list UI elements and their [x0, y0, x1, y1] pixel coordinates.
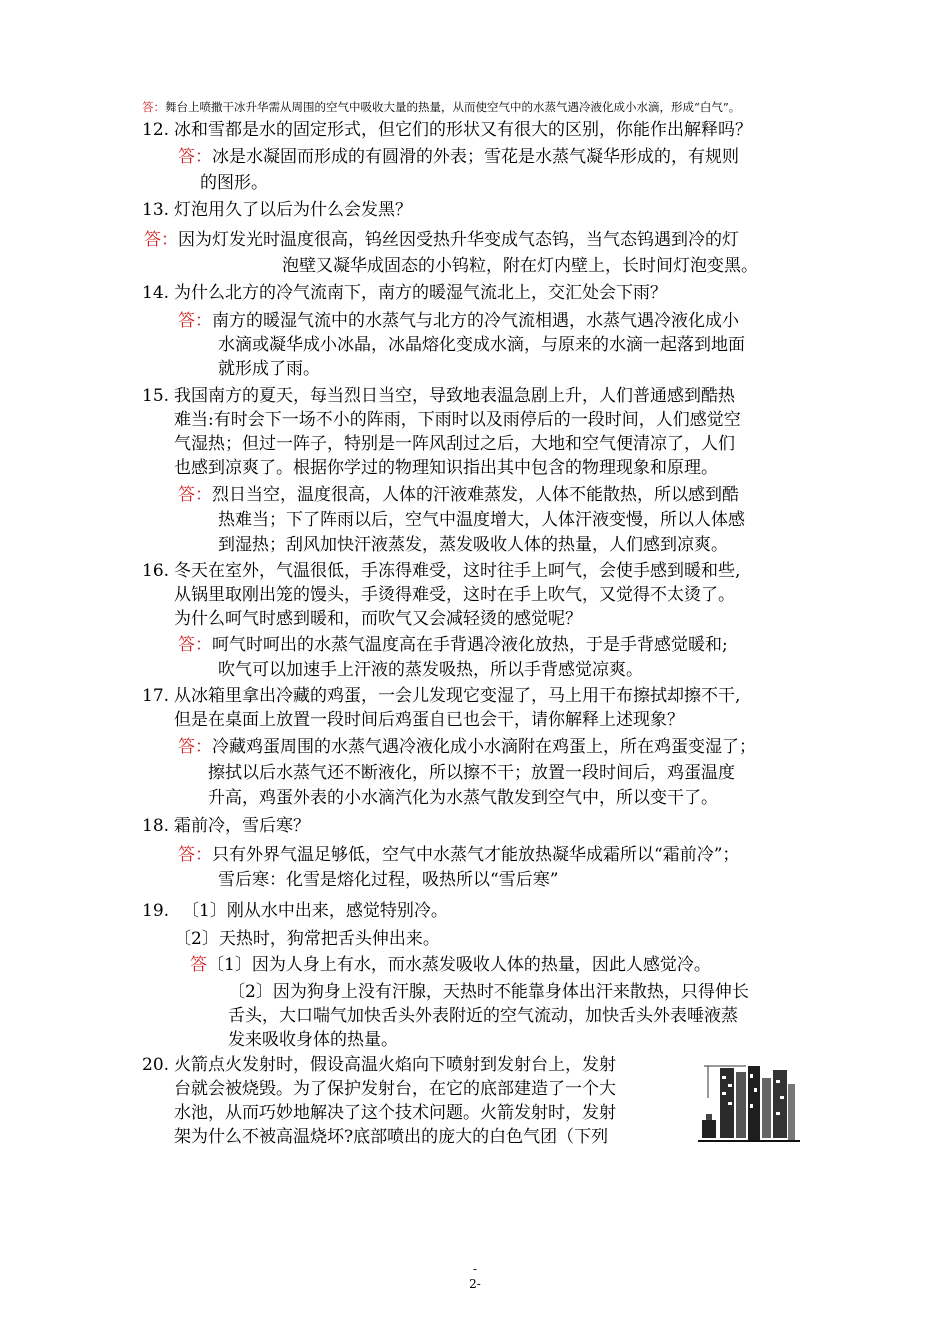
answer-text: 因为灯发光时温度很高，钨丝因受热升华变成气态钨，当气态钨遇到冷的灯 [178, 230, 739, 250]
question-19 [142, 899, 448, 923]
question-17 [142, 684, 740, 708]
question-text: 霜前冷，雪后寒？ [174, 816, 310, 836]
answer-text: 〔1〕因为人身上有水，而水蒸发吸收人体的热量，因此人感觉冷。 [207, 955, 711, 975]
answer-text: 冷藏鸡蛋周围的水蒸气遇冷液化成小水滴附在鸡蛋上，所在鸡蛋变湿了； [212, 737, 756, 757]
question-20 [142, 1053, 616, 1077]
question-number: 20. [142, 1055, 170, 1075]
answer-text: 呵气时呵出的水蒸气温度高在手背遇冷液化放热，于是手背感觉暖和; [212, 635, 728, 655]
answer-text: 烈日当空，温度很高，人体的汗液难蒸发，人体不能散热，所以感到酷 [212, 485, 739, 505]
rocket-launch-photo [698, 1058, 800, 1150]
question-12 [142, 118, 752, 142]
answer-label: 答： [178, 845, 212, 865]
question-text: 架为什么不被高温烧坏?底部喷出的庞大的白色气团（下列 [174, 1127, 609, 1147]
question-number: 18. [142, 816, 170, 836]
question-text: 冰和雪都是水的固定形式，但它们的形状又有很大的区别，你能作出解释吗？ [174, 120, 752, 140]
page-number: 2- [469, 1277, 481, 1291]
question-text: 难当:有时会下一场不小的阵雨，下雨时以及雨停后的一段时间，人们感觉空 [174, 410, 741, 430]
question-number: 17. [142, 686, 170, 706]
answer-text: 冰是水凝固而形成的有圆滑的外表；雪花是水蒸气凝华形成的，有规则 [212, 147, 739, 167]
answer-text: 热难当；下了阵雨以后，空气中温度增大，人体汗液变慢，所以人体感 [218, 510, 745, 530]
answer-text: 舌头，大口喘气加快舌头外表附近的空气流动，加快舌头外表唾液蒸 [228, 1006, 738, 1026]
question-text: 从锅里取刚出笼的馒头，手烫得难受，这时在手上吹气，又觉得不太烫了。 [174, 585, 735, 605]
answer-text: 就形成了雨。 [218, 359, 320, 379]
question-number: 19. [142, 901, 170, 921]
question-text: 灯泡用久了以后为什么会发黑？ [174, 200, 412, 220]
question-text: 为什么北方的冷气流南下，南方的暖湿气流北上，交汇处会下雨？ [174, 283, 667, 303]
answer-text: 雪后寒：化雪是熔化过程，吸热所以“雪后寒” [218, 870, 559, 890]
question-number: 14. [142, 283, 170, 303]
answer-14 [178, 309, 739, 333]
answer-label: 答： [178, 635, 212, 655]
answer-text: 到湿热；刮风加快汗液蒸发，蒸发吸收人体的热量，人们感到凉爽。 [218, 535, 728, 555]
question-text: 气湿热；但过一阵子，特别是一阵风刮过之后，大地和空气便清凉了，人们 [174, 434, 735, 454]
footer-dash: - [472, 1262, 478, 1276]
question-text: 〔2〕天热时，狗常把舌头伸出来。 [174, 929, 440, 949]
answer-15 [178, 483, 739, 507]
answer-text: 只有外界气温足够低，空气中水蒸气才能放热凝华成霜所以“霜前冷”； [212, 845, 740, 865]
answer-label: 答： [178, 311, 212, 331]
question-14 [142, 281, 667, 305]
question-text: 水池，从而巧妙地解决了这个技术问题。火箭发射时，发射 [174, 1103, 616, 1123]
answer-text: 擦拭以后水蒸气还不断液化，所以擦不干；放置一段时间后，鸡蛋温度 [208, 763, 735, 783]
question-text: 冬天在室外，气温很低，手冻得难受，这时往手上呵气，会使手感到暖和些, [174, 561, 741, 581]
previous-answer [142, 99, 740, 115]
answer-text: 〔2〕因为狗身上没有汗腺，天热时不能靠身体出汗来散热，只得伸长 [228, 982, 749, 1002]
answer-label: 答 [190, 955, 207, 975]
answer-13 [144, 228, 739, 252]
question-text: 为什么呵气时感到暖和，而吹气又会减轻烫的感觉呢？ [174, 609, 582, 629]
question-text: 〔1〕刚从水中出来，感觉特别冷。 [182, 901, 448, 921]
question-text: 我国南方的夏天，每当烈日当空，导致地表温急剧上升，人们普通感到酷热 [174, 386, 735, 406]
question-13 [142, 198, 412, 222]
answer-12 [178, 145, 739, 169]
answer-18 [178, 843, 739, 867]
answer-text: 水滴或凝华成小冰晶，冰晶熔化变成水滴，与原来的水滴一起落到地面 [218, 335, 745, 355]
answer-label: 答： [142, 100, 165, 114]
question-number: 12. [142, 120, 170, 140]
answer-text: 吹气可以加速手上汗液的蒸发吸热，所以手背感觉凉爽。 [218, 660, 643, 680]
question-15 [142, 384, 735, 408]
question-16 [142, 559, 740, 583]
question-number: 16. [142, 561, 170, 581]
answer-text: 泡壁又凝华成固态的小钨粒，附在灯内壁上，长时间灯泡变黑。 [282, 256, 758, 276]
answer-16 [178, 633, 728, 657]
answer-label: 答： [178, 737, 212, 757]
answer-label: 答： [178, 147, 212, 167]
answer-17 [178, 735, 756, 759]
question-text: 也感到凉爽了。根据你学过的物理知识指出其中包含的物理现象和原理。 [174, 458, 718, 478]
question-18 [142, 814, 310, 838]
answer-text: 舞台上喷撒干冰升华需从周围的空气中吸收大量的热量，从而使空气中的水蒸气遇冷液化成小水滴，形成“白气”。 [165, 100, 741, 114]
question-text: 台就会被烧毁。为了保护发射台，在它的底部建造了一个大 [174, 1079, 616, 1099]
answer-label: 答： [178, 485, 212, 505]
question-text: 但是在桌面上放置一段时间后鸡蛋自已也会干，请你解释上述现象？ [174, 710, 684, 730]
answer-text: 南方的暖湿气流中的水蒸气与北方的冷气流相遇，水蒸气遇冷液化成小 [212, 311, 739, 331]
answer-label: 答： [144, 230, 178, 250]
question-number: 13. [142, 200, 170, 220]
question-text: 从冰箱里拿出冷藏的鸡蛋，一会儿发现它变湿了，马上用干布擦拭却擦不干, [174, 686, 741, 706]
question-text: 火箭点火发射时，假设高温火焰向下喷射到发射台上，发射 [174, 1055, 616, 1075]
answer-text: 发来吸收身体的热量。 [228, 1030, 398, 1050]
question-number: 15. [142, 386, 170, 406]
answer-text: 的图形。 [200, 173, 268, 193]
answer-text: 升高，鸡蛋外表的小水滴汽化为水蒸气散发到空气中，所以变干了。 [208, 788, 718, 808]
answer-19 [190, 953, 711, 977]
